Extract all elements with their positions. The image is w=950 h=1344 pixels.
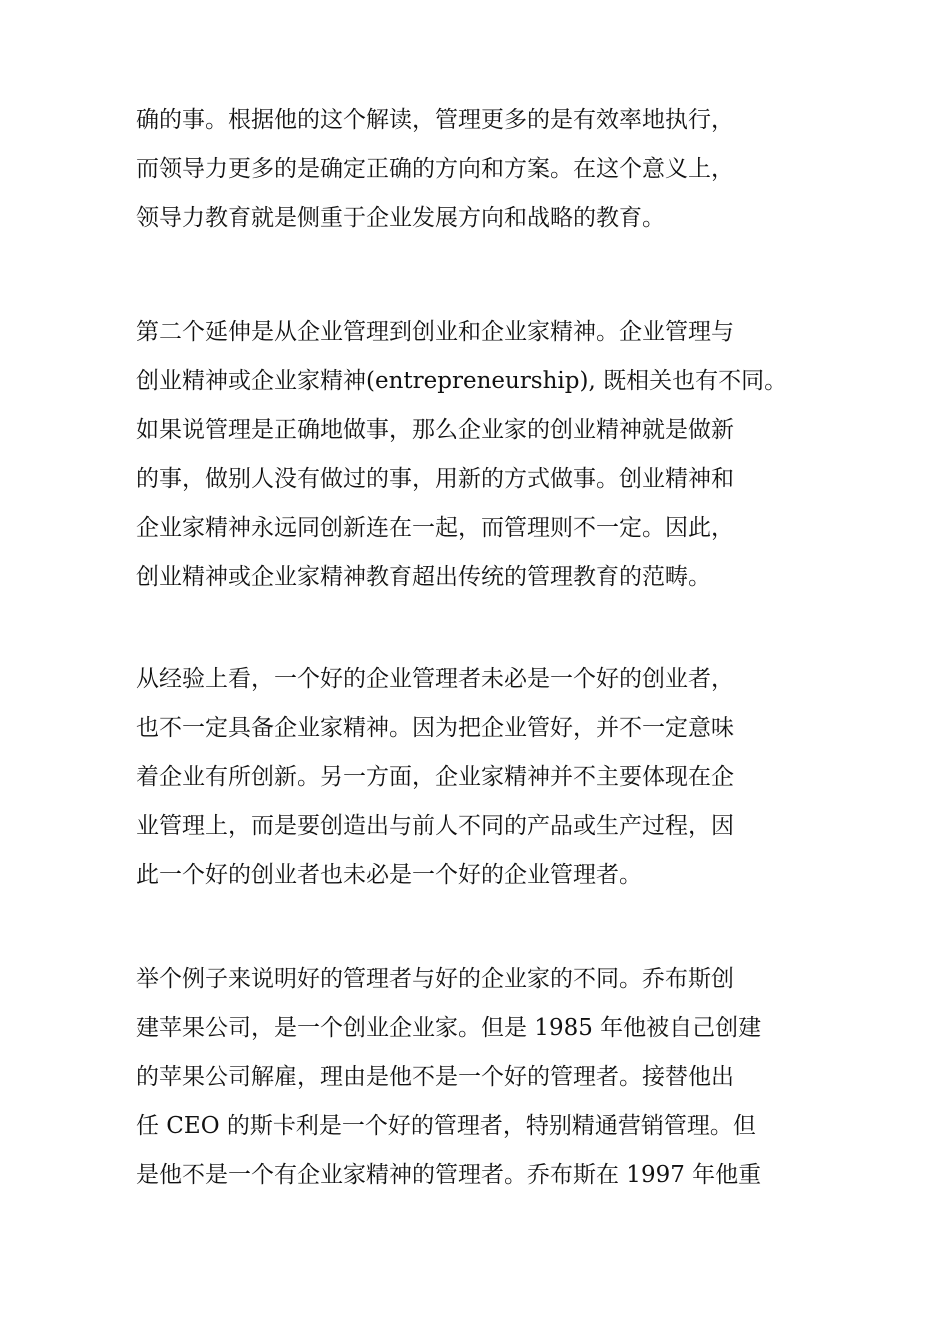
paragraph-line: 创业精神或企业家精神教育超出传统的管理教育的范畴。 [136,564,711,590]
paragraph-line: 任 CEO 的斯卡利是一个好的管理者，特别精通营销管理。但 [136,1113,756,1139]
paragraph-line: 着企业有所创新。另一方面，企业家精神并不主要体现在企 [136,764,734,790]
paragraph-line: 举个例子来说明好的管理者与好的企业家的不同。乔布斯创 [136,966,734,992]
paragraph-line: 的事，做别人没有做过的事，用新的方式做事。创业精神和 [136,466,734,492]
paragraph-line: 而领导力更多的是确定正确的方向和方案。在这个意义上， [136,156,734,182]
paragraph-line: 也不一定具备企业家精神。因为把企业管好，并不一定意味 [136,715,734,741]
paragraph-line: 业管理上，而是要创造出与前人不同的产品或生产过程，因 [136,813,734,839]
paragraph-line: 是他不是一个有企业家精神的管理者。乔布斯在 1997 年他重 [136,1162,762,1188]
paragraph-line: 的苹果公司解雇，理由是他不是一个好的管理者。接替他出 [136,1064,734,1090]
paragraph-line: 建苹果公司，是一个创业企业家。但是 1985 年他被自己创建 [136,1015,762,1041]
paragraph-line: 领导力教育就是侧重于企业发展方向和战略的教育。 [136,205,665,231]
paragraph-line: 企业家精神永远同创新连在一起，而管理则不一定。因此， [136,515,734,541]
paragraph-line: 此一个好的创业者也未必是一个好的企业管理者。 [136,862,642,888]
paragraph-line: 从经验上看，一个好的企业管理者未必是一个好的创业者， [136,666,734,692]
paragraph-line: 如果说管理是正确地做事，那么企业家的创业精神就是做新 [136,417,734,443]
paragraph-line: 创业精神或企业家精神(entrepreneurship), 既相关也有不同。 [136,368,788,394]
paragraph-line: 确的事。根据他的这个解读，管理更多的是有效率地执行， [136,107,734,133]
paragraph-line: 第二个延伸是从企业管理到创业和企业家精神。企业管理与 [136,319,734,345]
